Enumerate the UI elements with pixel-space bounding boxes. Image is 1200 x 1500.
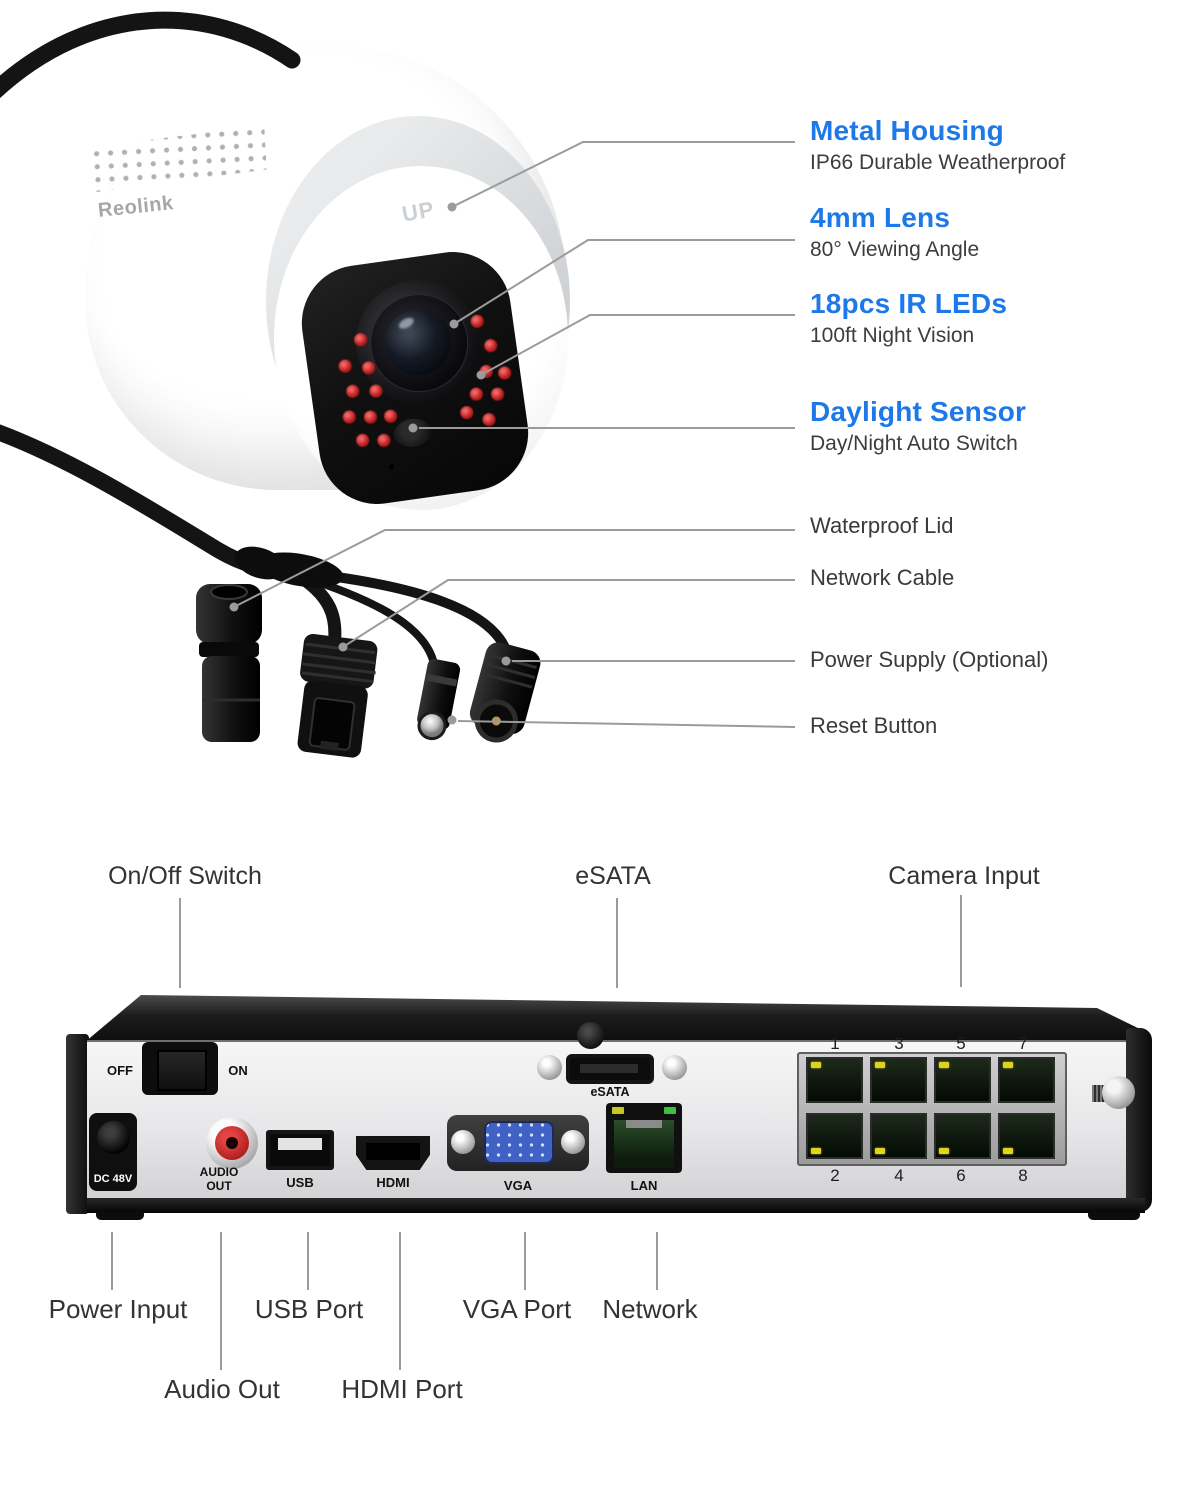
- usb-label: USB: [286, 1175, 314, 1190]
- lan-label: LAN: [630, 1178, 658, 1193]
- callout-subtitle: 100ft Night Vision: [810, 324, 975, 347]
- callout-reset-button: Reset Button: [810, 713, 938, 738]
- port-led: [875, 1062, 885, 1068]
- vga-dsub-connector: [484, 1121, 554, 1164]
- on-label: ON: [228, 1063, 248, 1078]
- dc-jack: [97, 1121, 130, 1154]
- callout-metal-housing: [810, 114, 1065, 176]
- vga-label: VGA: [503, 1178, 533, 1193]
- callout-audio-out: Audio Out: [164, 1374, 280, 1404]
- up-marking: UP: [399, 196, 437, 227]
- callout-waterproof-lid: Waterproof Lid: [810, 513, 954, 538]
- camera-input-port-5: [934, 1057, 991, 1103]
- port-led: [811, 1062, 821, 1068]
- callout-line-audio-out: [220, 1232, 222, 1370]
- usb-tongue: [278, 1138, 322, 1150]
- lan-led-yellow: [612, 1107, 624, 1114]
- camera-input-port-7: [998, 1057, 1055, 1103]
- callout-title: Daylight Sensor: [810, 396, 1027, 427]
- callout-dot: [230, 603, 239, 612]
- callout-subtitle: 80° Viewing Angle: [810, 238, 980, 261]
- lan-port-clip: [626, 1120, 662, 1128]
- hdmi-label: HDMI: [376, 1175, 410, 1190]
- port-led: [875, 1148, 885, 1154]
- callout-subtitle: IP66 Durable Weatherproof: [810, 151, 1066, 174]
- callout-subtitle: Day/Night Auto Switch: [810, 432, 1018, 455]
- nvr-right-edge: [1126, 1028, 1152, 1212]
- port-number: 7: [1018, 1034, 1028, 1053]
- chassis-screw: [577, 1022, 604, 1049]
- callout-dot: [502, 657, 511, 666]
- callout-power-input: Power Input: [48, 1294, 188, 1324]
- callout-line-lens: [454, 240, 795, 324]
- nvr-foot: [1088, 1212, 1140, 1220]
- nvr-foot: [96, 1212, 144, 1220]
- callout-onoff-switch: On/Off Switch: [108, 862, 262, 890]
- callout-line-network: [656, 1232, 658, 1290]
- camera-brand-logo: Reolink: [97, 192, 175, 222]
- port-number: 1: [830, 1034, 840, 1053]
- camera-input-port-1: [806, 1057, 863, 1103]
- vga-screw: [451, 1130, 475, 1154]
- callout-ir-leds: [810, 287, 1007, 349]
- callout-lens: [810, 201, 979, 263]
- callout-dot: [450, 320, 459, 329]
- audio-label-line1: AUDIO: [199, 1165, 239, 1179]
- lan-led-green: [664, 1107, 676, 1114]
- port-led: [811, 1148, 821, 1154]
- usb-port: [266, 1130, 334, 1170]
- port-number: 5: [956, 1034, 966, 1053]
- callout-power-supply: Power Supply (Optional): [810, 647, 1049, 672]
- camera-input-port-6: [934, 1113, 991, 1159]
- callout-line-camera-input: [960, 895, 962, 987]
- camera-input-port-2: [806, 1113, 863, 1159]
- audio-label-line2: OUT: [206, 1179, 232, 1193]
- thumbscrew: [1102, 1076, 1135, 1109]
- camera-input-port-8: [998, 1113, 1055, 1159]
- callout-usb-port: USB Port: [254, 1294, 364, 1324]
- nvr-bottom-edge: [87, 1198, 1145, 1213]
- off-label: OFF: [107, 1063, 133, 1078]
- port-led: [1003, 1062, 1013, 1068]
- port-led: [939, 1062, 949, 1068]
- callout-vga-port: VGA Port: [462, 1294, 572, 1324]
- callout-line-vga: [524, 1232, 526, 1290]
- callout-dot: [409, 424, 418, 433]
- callout-line-onoff: [179, 898, 181, 988]
- nvr-left-edge: [66, 1034, 89, 1214]
- esata-screw: [537, 1055, 562, 1080]
- power-switch-rocker: [157, 1050, 207, 1091]
- power-switch: [142, 1042, 218, 1095]
- callout-dot: [477, 371, 486, 380]
- callout-title: 18pcs IR LEDs: [810, 288, 1008, 319]
- audio-out-rca-hole: [226, 1137, 238, 1149]
- callout-line-waterproof-lid: [234, 530, 795, 607]
- callout-line-network-cable: [343, 580, 795, 647]
- port-led: [939, 1148, 949, 1154]
- camera-input-port-4: [870, 1113, 927, 1159]
- callout-network-cable: Network Cable: [810, 565, 955, 590]
- port-number: 4: [894, 1166, 904, 1185]
- callout-line-esata-top: [616, 898, 618, 988]
- callout-daylight-sensor: [810, 395, 1026, 457]
- esata-label: eSATA: [590, 1085, 630, 1099]
- callout-title: 4mm Lens: [810, 202, 951, 233]
- callout-line-reset-button: [458, 721, 795, 727]
- hdmi-port-inner: [366, 1143, 420, 1160]
- callout-line-hdmi: [399, 1232, 401, 1370]
- dc-label: DC 48V: [93, 1173, 133, 1185]
- callout-title: Metal Housing: [810, 115, 1004, 146]
- callout-line-ir-leds: [481, 315, 795, 375]
- port-led: [1003, 1148, 1013, 1154]
- callout-dot: [448, 716, 457, 725]
- callout-line-power-input: [111, 1232, 113, 1290]
- callout-line-metal-housing: [452, 142, 795, 207]
- port-number: 3: [894, 1034, 904, 1053]
- port-number: 2: [830, 1166, 840, 1185]
- esata-port-inner: [580, 1064, 638, 1073]
- callout-dot: [448, 203, 457, 212]
- callout-esata: eSATA: [575, 862, 651, 890]
- callout-camera-input: Camera Input: [888, 862, 1040, 890]
- callout-network: Network: [602, 1294, 698, 1324]
- port-number: 8: [1018, 1166, 1028, 1185]
- callout-dot: [339, 643, 348, 652]
- callout-hdmi-port: HDMI Port: [341, 1374, 463, 1404]
- callout-line-usb: [307, 1232, 309, 1290]
- camera-input-port-3: [870, 1057, 927, 1103]
- port-number: 6: [956, 1166, 966, 1185]
- vga-screw: [561, 1130, 585, 1154]
- esata-screw: [662, 1055, 687, 1080]
